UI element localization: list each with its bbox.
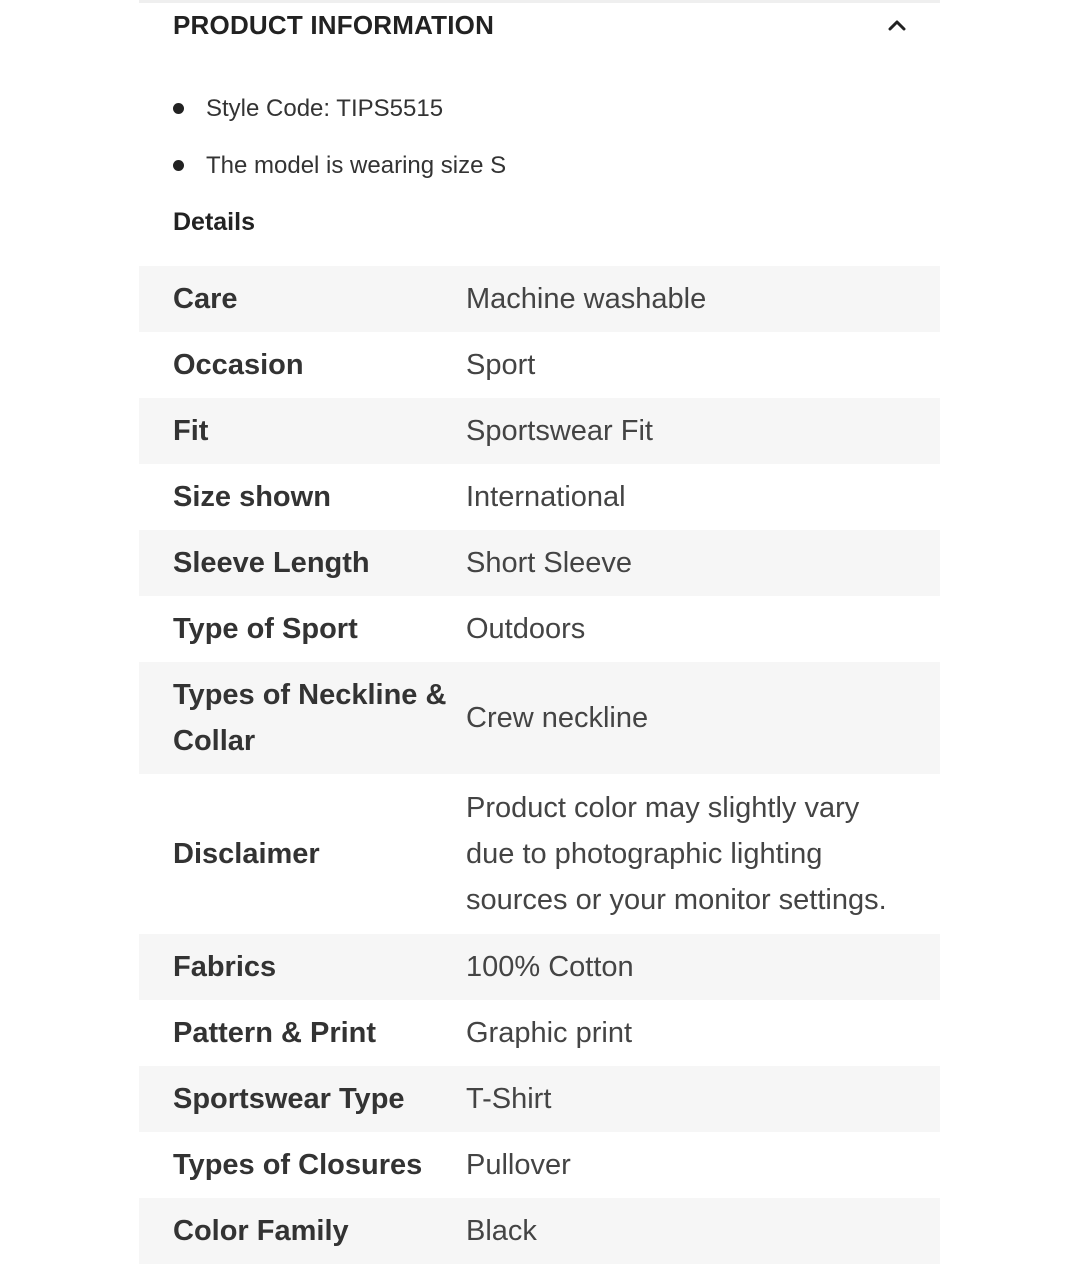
details-table [139,266,940,1264]
table-row [139,596,940,662]
detail-value: Sportswear Fit [466,398,940,464]
product-information-panel [139,0,940,1280]
bullet-dot-icon [173,103,184,114]
detail-label: Sportswear Type [139,1066,466,1132]
detail-label: Size shown [139,464,466,530]
detail-value: Graphic print [466,1000,940,1066]
list-item [173,137,506,194]
detail-value: Sport [466,332,940,398]
detail-value: Crew neckline [466,662,940,774]
product-information-toggle[interactable] [139,3,940,47]
table-row [139,398,940,464]
detail-value: Machine washable [466,266,940,332]
table-row [139,934,940,1000]
detail-label: Care [139,266,466,332]
detail-label: Color Family [139,1198,466,1264]
detail-label: Occasion [139,332,466,398]
table-row [139,1132,940,1198]
detail-value: T-Shirt [466,1066,940,1132]
detail-value: Short Sleeve [466,530,940,596]
detail-label: Sleeve Length [139,530,466,596]
detail-label: Types of Closures [139,1132,466,1198]
table-row [139,662,940,774]
bullet-dot-icon [173,160,184,171]
table-row [139,332,940,398]
detail-value: 100% Cotton [466,934,940,1000]
table-row [139,530,940,596]
table-row [139,1000,940,1066]
detail-label: Fit [139,398,466,464]
table-row [139,1066,940,1132]
detail-label: Fabrics [139,934,466,1000]
detail-value: Product color may slightly vary due to photographic lighting sources or your monitor settings. [466,774,940,934]
detail-value: Outdoors [466,596,940,662]
product-bullet-list [173,80,506,194]
model-size-text: The model is wearing size S [206,151,507,179]
table-row [139,1198,940,1264]
detail-value: Pullover [466,1132,940,1198]
detail-label: Disclaimer [139,774,466,934]
table-row [139,464,940,530]
detail-label: Pattern & Print [139,1000,466,1066]
detail-value: International [466,464,940,530]
detail-value: Black [466,1198,940,1264]
chevron-up-icon[interactable] [886,14,908,36]
table-row [139,266,940,332]
list-item [173,80,506,137]
details-heading: Details [173,208,255,236]
style-code-text: Style Code: TIPS5515 [206,94,444,122]
table-row [139,774,940,934]
section-title: PRODUCT INFORMATION [173,9,495,40]
detail-label: Types of Neckline & Collar [139,662,466,774]
detail-label: Type of Sport [139,596,466,662]
